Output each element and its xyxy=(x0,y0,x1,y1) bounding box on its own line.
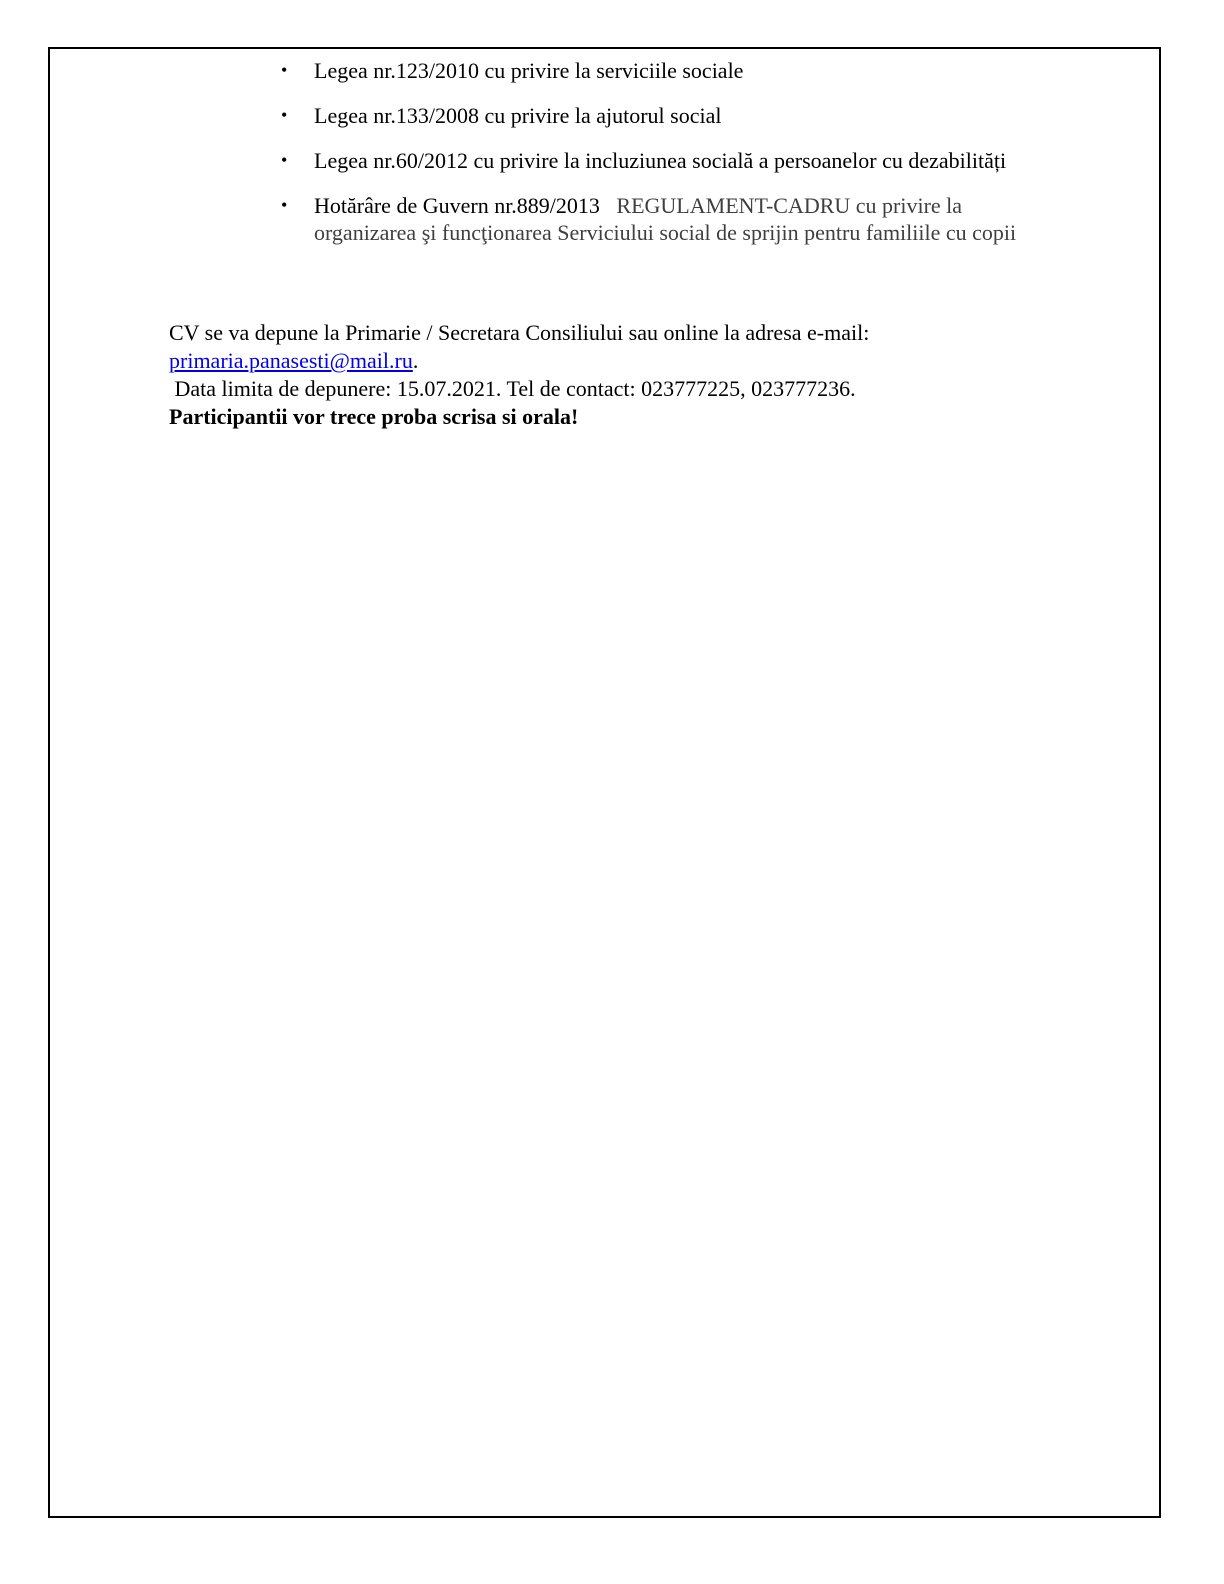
regulation-title: REGULAMENT-CADRU cu privire la xyxy=(616,193,963,218)
page-border xyxy=(48,47,1161,1518)
email-suffix: . xyxy=(412,348,419,373)
email-link[interactable]: primaria.panasesti@mail.ru xyxy=(169,348,413,373)
list-item xyxy=(276,102,1106,129)
submission-instructions: CV se va depune la Primarie / Secretara Consiliului sau online la adresa e-mail: xyxy=(169,320,870,345)
deadline-text: Data limita de depunere: 15.07.2021. Tel de contact: 023777225, 023777236. xyxy=(169,376,856,401)
legislation-list xyxy=(276,57,1106,264)
bullet-icon: • xyxy=(281,195,288,215)
bullet-icon: • xyxy=(281,105,288,125)
list-item xyxy=(276,147,1106,174)
law-text: Legea nr.133/2008 cu privire la ajutorul social xyxy=(314,103,722,128)
list-item xyxy=(276,192,1106,246)
exam-notice: Participantii vor trece proba scrisa si orala! xyxy=(169,404,579,429)
email-line xyxy=(169,347,1069,375)
list-item xyxy=(276,57,1106,84)
law-text: Hotărâre de Guvern nr.889/2013 xyxy=(314,193,600,218)
bullet-icon: • xyxy=(281,150,288,170)
contact-section xyxy=(169,319,1069,431)
law-text: Legea nr.60/2012 cu privire la incluziunea socială a persoanelor cu dezabilități xyxy=(314,148,1007,173)
law-text: Legea nr.123/2010 cu privire la serviciile sociale xyxy=(314,58,744,83)
regulation-description: organizarea şi funcţionarea Serviciului social de sprijin pentru familiile cu copii xyxy=(314,220,1017,245)
bullet-icon: • xyxy=(281,60,288,80)
